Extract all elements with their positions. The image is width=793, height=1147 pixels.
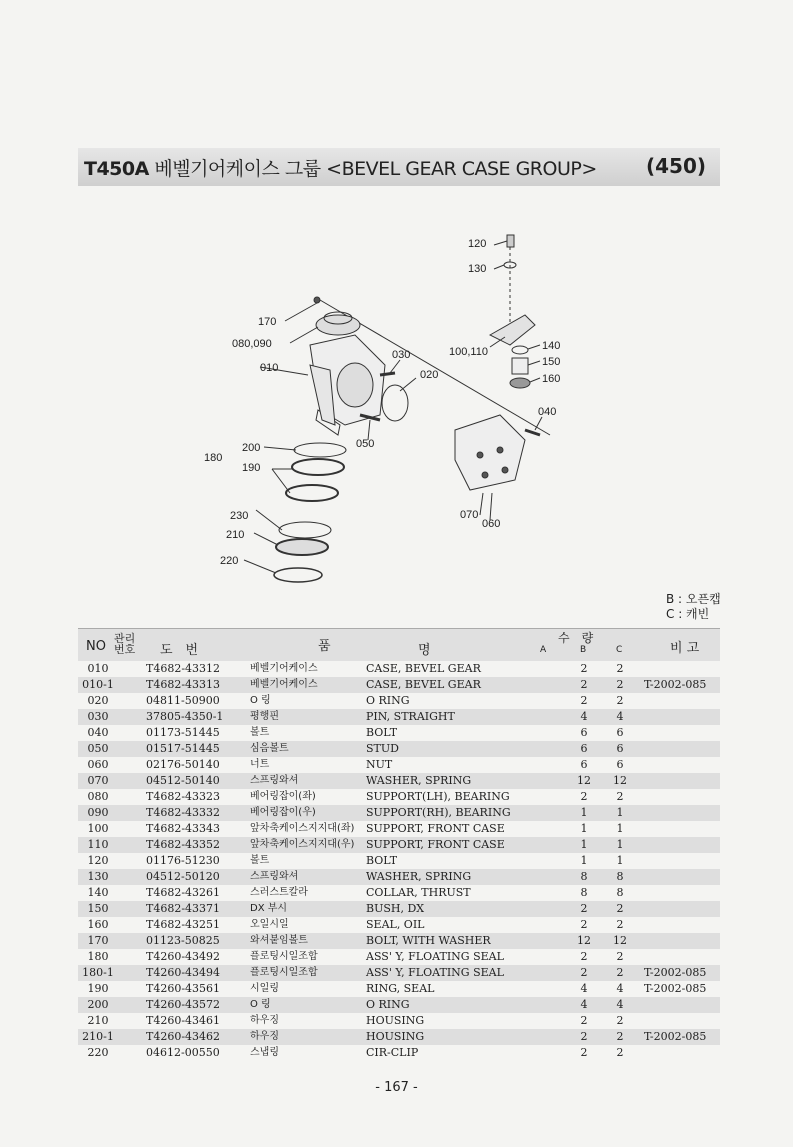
row-name-kr: 베어링잡이(우) [250,807,316,818]
title-korean: 베벨기어케이스 그룹 [154,158,321,180]
row-qty-b: 4 [580,982,588,995]
header-no: NO [86,639,106,654]
row-no: 150 [87,902,109,915]
row-remark: T-2002-085 [644,1030,707,1043]
row-name-kr: 와셔붙임볼트 [250,935,308,946]
row-qty-b: 1 [580,854,588,867]
svg-text:180: 180 [204,452,223,464]
row-no: 190 [87,982,109,995]
table-row [78,821,720,837]
row-part-no: T4260-43462 [146,1030,221,1043]
row-name-en: SUPPORT(RH), BEARING [366,806,511,819]
row-part-no: 01517-51445 [146,742,220,755]
svg-text:030: 030 [392,349,411,361]
svg-text:010: 010 [260,362,279,374]
row-qty-b: 2 [580,694,588,707]
row-qty-c: 6 [616,758,624,771]
row-name-en: BOLT, WITH WASHER [366,934,491,947]
row-name-kr: 오일시일 [250,919,289,930]
table-row [78,677,720,693]
legend-b: B : 오픈캡 [666,592,721,606]
svg-text:130: 130 [468,263,487,275]
row-name-en: RING, SEAL [366,982,435,995]
row-qty-b: 4 [580,710,588,723]
row-part-no: T4682-43261 [146,886,221,899]
row-qty-c: 8 [616,886,624,899]
row-no: 210 [87,1014,109,1027]
svg-text:210: 210 [226,529,245,541]
row-part-no: 04612-00550 [146,1046,220,1059]
row-qty-b: 1 [580,822,588,835]
row-name-en: CASE, BEVEL GEAR [366,662,481,675]
row-qty-b: 8 [580,870,588,883]
row-name-kr: 심음볼트 [250,743,289,754]
row-qty-c: 2 [616,694,624,707]
row-name-en: SUPPORT, FRONT CASE [366,822,505,835]
table-header [78,628,720,661]
table-row [78,773,720,789]
row-name-en: STUD [366,742,399,755]
row-part-no: T4260-43492 [146,950,221,963]
table-row [78,965,720,981]
svg-text:100,110: 100,110 [449,346,488,358]
row-part-no: 04811-50900 [146,694,220,707]
table-row [78,789,720,805]
svg-text:190: 190 [242,462,261,474]
row-qty-b: 2 [580,918,588,931]
table-row [78,869,720,885]
row-no: 170 [87,934,109,947]
row-part-no: T4260-43561 [146,982,221,995]
row-qty-b: 2 [580,902,588,915]
row-part-no: 04512-50140 [146,774,220,787]
row-qty-c: 8 [616,870,624,883]
page-code: (450) [645,154,706,178]
row-qty-c: 12 [613,774,627,787]
row-name-en: ASS' Y, FLOATING SEAL [366,966,504,979]
row-qty-c: 1 [616,806,624,819]
row-name-kr: 하우징 [250,1031,279,1042]
row-qty-c: 4 [616,998,624,1011]
row-qty-b: 2 [580,950,588,963]
row-name-kr: 앞차축케이스지지대(우) [250,839,355,850]
row-no: 010-1 [82,678,114,691]
row-name-en: SEAL, OIL [366,918,425,931]
row-remark: T-2002-085 [644,966,707,979]
row-name-kr: 볼트 [250,727,270,738]
row-name-en: WASHER, SPRING [366,870,472,883]
row-part-no: T4260-43572 [146,998,221,1011]
row-qty-b: 6 [580,758,588,771]
row-name-kr: 스프링와셔 [250,775,299,786]
row-part-no: 04512-50120 [146,870,220,883]
parts-table [78,628,720,1061]
table-row [78,901,720,917]
table-row [78,1045,720,1061]
row-qty-b: 1 [580,838,588,851]
row-no: 090 [87,806,109,819]
header-name2: 명 [418,643,431,658]
legend [666,592,721,622]
row-name-en: BUSH, DX [366,902,425,915]
row-name-en: BOLT [366,726,398,739]
row-name-kr: 평행핀 [250,711,279,722]
row-qty-b: 2 [580,790,588,803]
row-part-no: T4682-43332 [146,806,221,819]
row-no: 180 [87,950,109,963]
row-no: 010 [87,662,109,675]
row-name-en: HOUSING [366,1030,425,1043]
row-part-no: 01176-51230 [146,854,220,867]
table-row [78,693,720,709]
header-c: C [616,645,623,655]
row-name-kr: 스프링와셔 [250,871,299,882]
row-qty-c: 6 [616,726,624,739]
row-no: 030 [87,710,109,723]
row-name-en: ASS' Y, FLOATING SEAL [366,950,504,963]
table-row [78,917,720,933]
header-a: A [540,645,547,655]
svg-text:220: 220 [220,555,239,567]
row-qty-c: 2 [616,678,624,691]
svg-text:040: 040 [538,406,557,418]
header-part-no: 도 번 [160,643,199,658]
row-no: 100 [87,822,109,835]
svg-text:020: 020 [420,369,439,381]
row-part-no: T4260-43461 [146,1014,221,1027]
row-no: 020 [87,694,109,707]
row-qty-b: 8 [580,886,588,899]
row-part-no: 37805-4350-1 [146,710,224,723]
row-qty-b: 1 [580,806,588,819]
row-part-no: T4682-43352 [146,838,221,851]
row-no: 220 [87,1046,109,1059]
row-qty-c: 1 [616,822,624,835]
row-no: 180-1 [82,966,114,979]
row-part-no: T4682-43313 [146,678,221,691]
row-no: 060 [87,758,109,771]
row-qty-b: 6 [580,726,588,739]
row-name-en: SUPPORT, FRONT CASE [366,838,505,851]
row-name-kr: 너트 [250,759,270,770]
row-name-kr: 앞차축케이스지지대(좌) [250,823,355,834]
row-name-kr: O 링 [250,695,271,706]
table-row [78,1029,720,1045]
row-qty-b: 6 [580,742,588,755]
row-qty-b: 2 [580,678,588,691]
row-name-kr: 스냅링 [250,1047,279,1058]
row-name-kr: O 링 [250,999,271,1010]
row-name-kr: 시일링 [250,983,279,994]
svg-text:200: 200 [242,442,261,454]
row-name-kr: 하우징 [250,1015,279,1026]
row-name-kr: 베벨기어케이스 [250,679,318,690]
row-name-kr: 플로팅시일조합 [250,967,318,978]
row-part-no: T4260-43494 [146,966,221,979]
row-qty-b: 2 [580,1046,588,1059]
row-part-no: T4682-43343 [146,822,221,835]
row-remark: T-2002-085 [644,678,707,691]
row-qty-c: 2 [616,790,624,803]
row-qty-c: 2 [616,1014,624,1027]
table-row [78,997,720,1013]
row-qty-b: 12 [577,934,591,947]
row-qty-c: 1 [616,838,624,851]
header-remark: 비 고 [670,641,700,656]
model-label: T450A [84,158,149,180]
svg-text:070: 070 [460,509,479,521]
row-no: 040 [87,726,109,739]
row-name-en: NUT [366,758,393,771]
row-name-en: SUPPORT(LH), BEARING [366,790,510,803]
row-name-en: CASE, BEVEL GEAR [366,678,481,691]
row-qty-c: 6 [616,742,624,755]
table-row [78,933,720,949]
header-mgmt: 관리번호 [114,632,136,656]
row-name-kr: 베벨기어케이스 [250,663,318,674]
svg-text:140: 140 [542,340,561,352]
section-header [78,148,720,186]
page-number: - 167 - [375,1080,418,1095]
row-name-kr: 플로팅시일조합 [250,951,318,962]
row-name-en: WASHER, SPRING [366,774,472,787]
header-qty: 수 량 [558,631,594,645]
row-qty-c: 2 [616,662,624,675]
row-qty-c: 2 [616,1046,624,1059]
svg-text:160: 160 [542,373,561,385]
row-qty-c: 2 [616,950,624,963]
row-qty-c: 4 [616,710,624,723]
row-part-no: T4682-43251 [146,918,221,931]
row-qty-c: 2 [616,902,624,915]
row-name-kr: 베어링잡이(좌) [250,791,316,802]
header-b: B [580,645,587,655]
table-row [78,725,720,741]
table-row [78,757,720,773]
row-no: 050 [87,742,109,755]
svg-text:080,090: 080,090 [232,338,272,350]
row-name-en: BOLT [366,854,398,867]
svg-text:230: 230 [230,510,249,522]
table-row [78,805,720,821]
table-body [78,661,720,1061]
row-name-kr: 스러스트칼라 [250,887,308,898]
row-name-en: O RING [366,998,410,1011]
row-part-no: 01173-51445 [146,726,220,739]
table-row [78,709,720,725]
svg-text:150: 150 [542,356,561,368]
title-english: <BEVEL GEAR CASE GROUP> [326,158,597,180]
row-qty-b: 4 [580,998,588,1011]
svg-text:170: 170 [258,316,277,328]
table-row [78,949,720,965]
row-name-en: PIN, STRAIGHT [366,710,455,723]
row-no: 140 [87,886,109,899]
svg-text:060: 060 [482,518,501,530]
row-remark: T-2002-085 [644,982,707,995]
row-no: 130 [87,870,109,883]
row-qty-c: 1 [616,854,624,867]
exploded-parts-diagram [190,225,570,585]
row-no: 070 [87,774,109,787]
row-part-no: T4682-43323 [146,790,221,803]
row-qty-b: 2 [580,1014,588,1027]
svg-text:050: 050 [356,438,375,450]
table-row [78,837,720,853]
row-part-no: 01123-50825 [146,934,220,947]
row-qty-c: 2 [616,966,624,979]
row-name-en: CIR-CLIP [366,1046,419,1059]
table-row [78,1013,720,1029]
row-no: 110 [87,838,109,851]
row-qty-c: 2 [616,1030,624,1043]
row-name-en: HOUSING [366,1014,425,1027]
row-qty-b: 2 [580,1030,588,1043]
row-part-no: 02176-50140 [146,758,220,771]
row-no: 120 [87,854,109,867]
header-name: 품 [318,639,331,654]
row-qty-b: 2 [580,966,588,979]
section-title [84,154,597,181]
row-no: 200 [87,998,109,1011]
row-no: 080 [87,790,109,803]
legend-c: C : 캐빈 [666,607,710,621]
row-qty-b: 2 [580,662,588,675]
row-name-en: O RING [366,694,410,707]
svg-text:120: 120 [468,238,487,250]
table-row [78,741,720,757]
row-name-kr: 볼트 [250,855,270,866]
table-row [78,853,720,869]
row-qty-c: 2 [616,918,624,931]
table-row [78,885,720,901]
row-part-no: T4682-43312 [146,662,221,675]
row-name-kr: DX 부시 [250,903,288,914]
table-row [78,981,720,997]
row-qty-b: 12 [577,774,591,787]
row-qty-c: 12 [613,934,627,947]
row-qty-c: 4 [616,982,624,995]
row-no: 210-1 [82,1030,114,1043]
row-no: 160 [87,918,109,931]
row-name-en: COLLAR, THRUST [366,886,471,899]
row-part-no: T4682-43371 [146,902,221,915]
table-row [78,661,720,677]
